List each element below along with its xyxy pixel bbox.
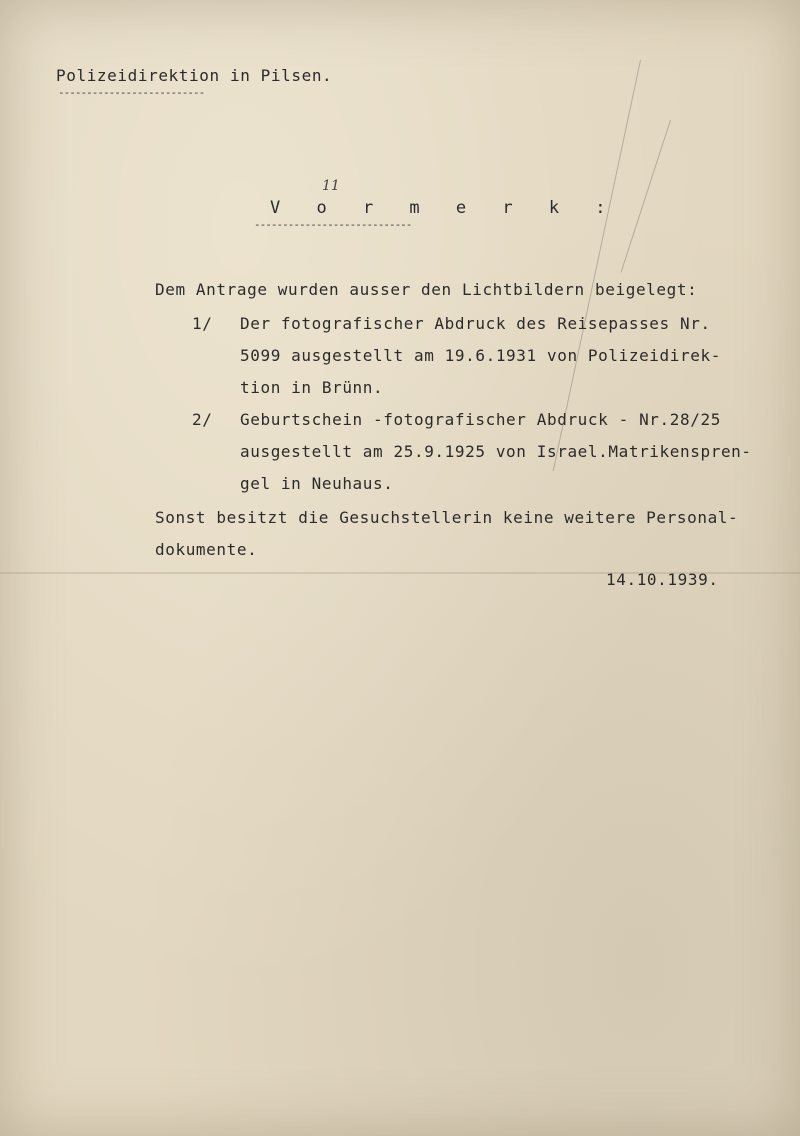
item-line: tion in Brünn. xyxy=(240,378,384,397)
intro-text: Dem Antrage wurden ausser den Lichtbildern beigelegt: xyxy=(155,280,698,299)
item-line: 5099 ausgestellt am 19.6.1931 von Polizeidirek- xyxy=(240,346,721,365)
pencil-stroke xyxy=(621,120,671,272)
authority-heading: Polizeidirektion in Pilsen. xyxy=(56,66,333,85)
document-date: 14.10.1939. xyxy=(606,570,719,589)
item-number: 1/ xyxy=(192,314,213,333)
title-underline: ---------------------------- xyxy=(254,218,412,231)
item-line: ausgestellt am 25.9.1925 von Israel.Matrikenspren- xyxy=(240,442,752,461)
closing-line: Sonst besitzt die Gesuchstellerin keine weitere Personal- xyxy=(155,508,739,527)
document-title: V o r m e r k : xyxy=(270,198,619,218)
item-line: gel in Neuhaus. xyxy=(240,474,394,493)
item-number: 2/ xyxy=(192,410,213,429)
item-line: Der fotografischer Abdruck des Reisepasses Nr. xyxy=(240,314,711,333)
item-line: Geburtschein -fotografischer Abdruck - Nr.28/25 xyxy=(240,410,721,429)
authority-underline: -------------------------- xyxy=(58,86,205,99)
closing-line: dokumente. xyxy=(155,540,258,559)
handwritten-mark: 11 xyxy=(322,178,340,194)
